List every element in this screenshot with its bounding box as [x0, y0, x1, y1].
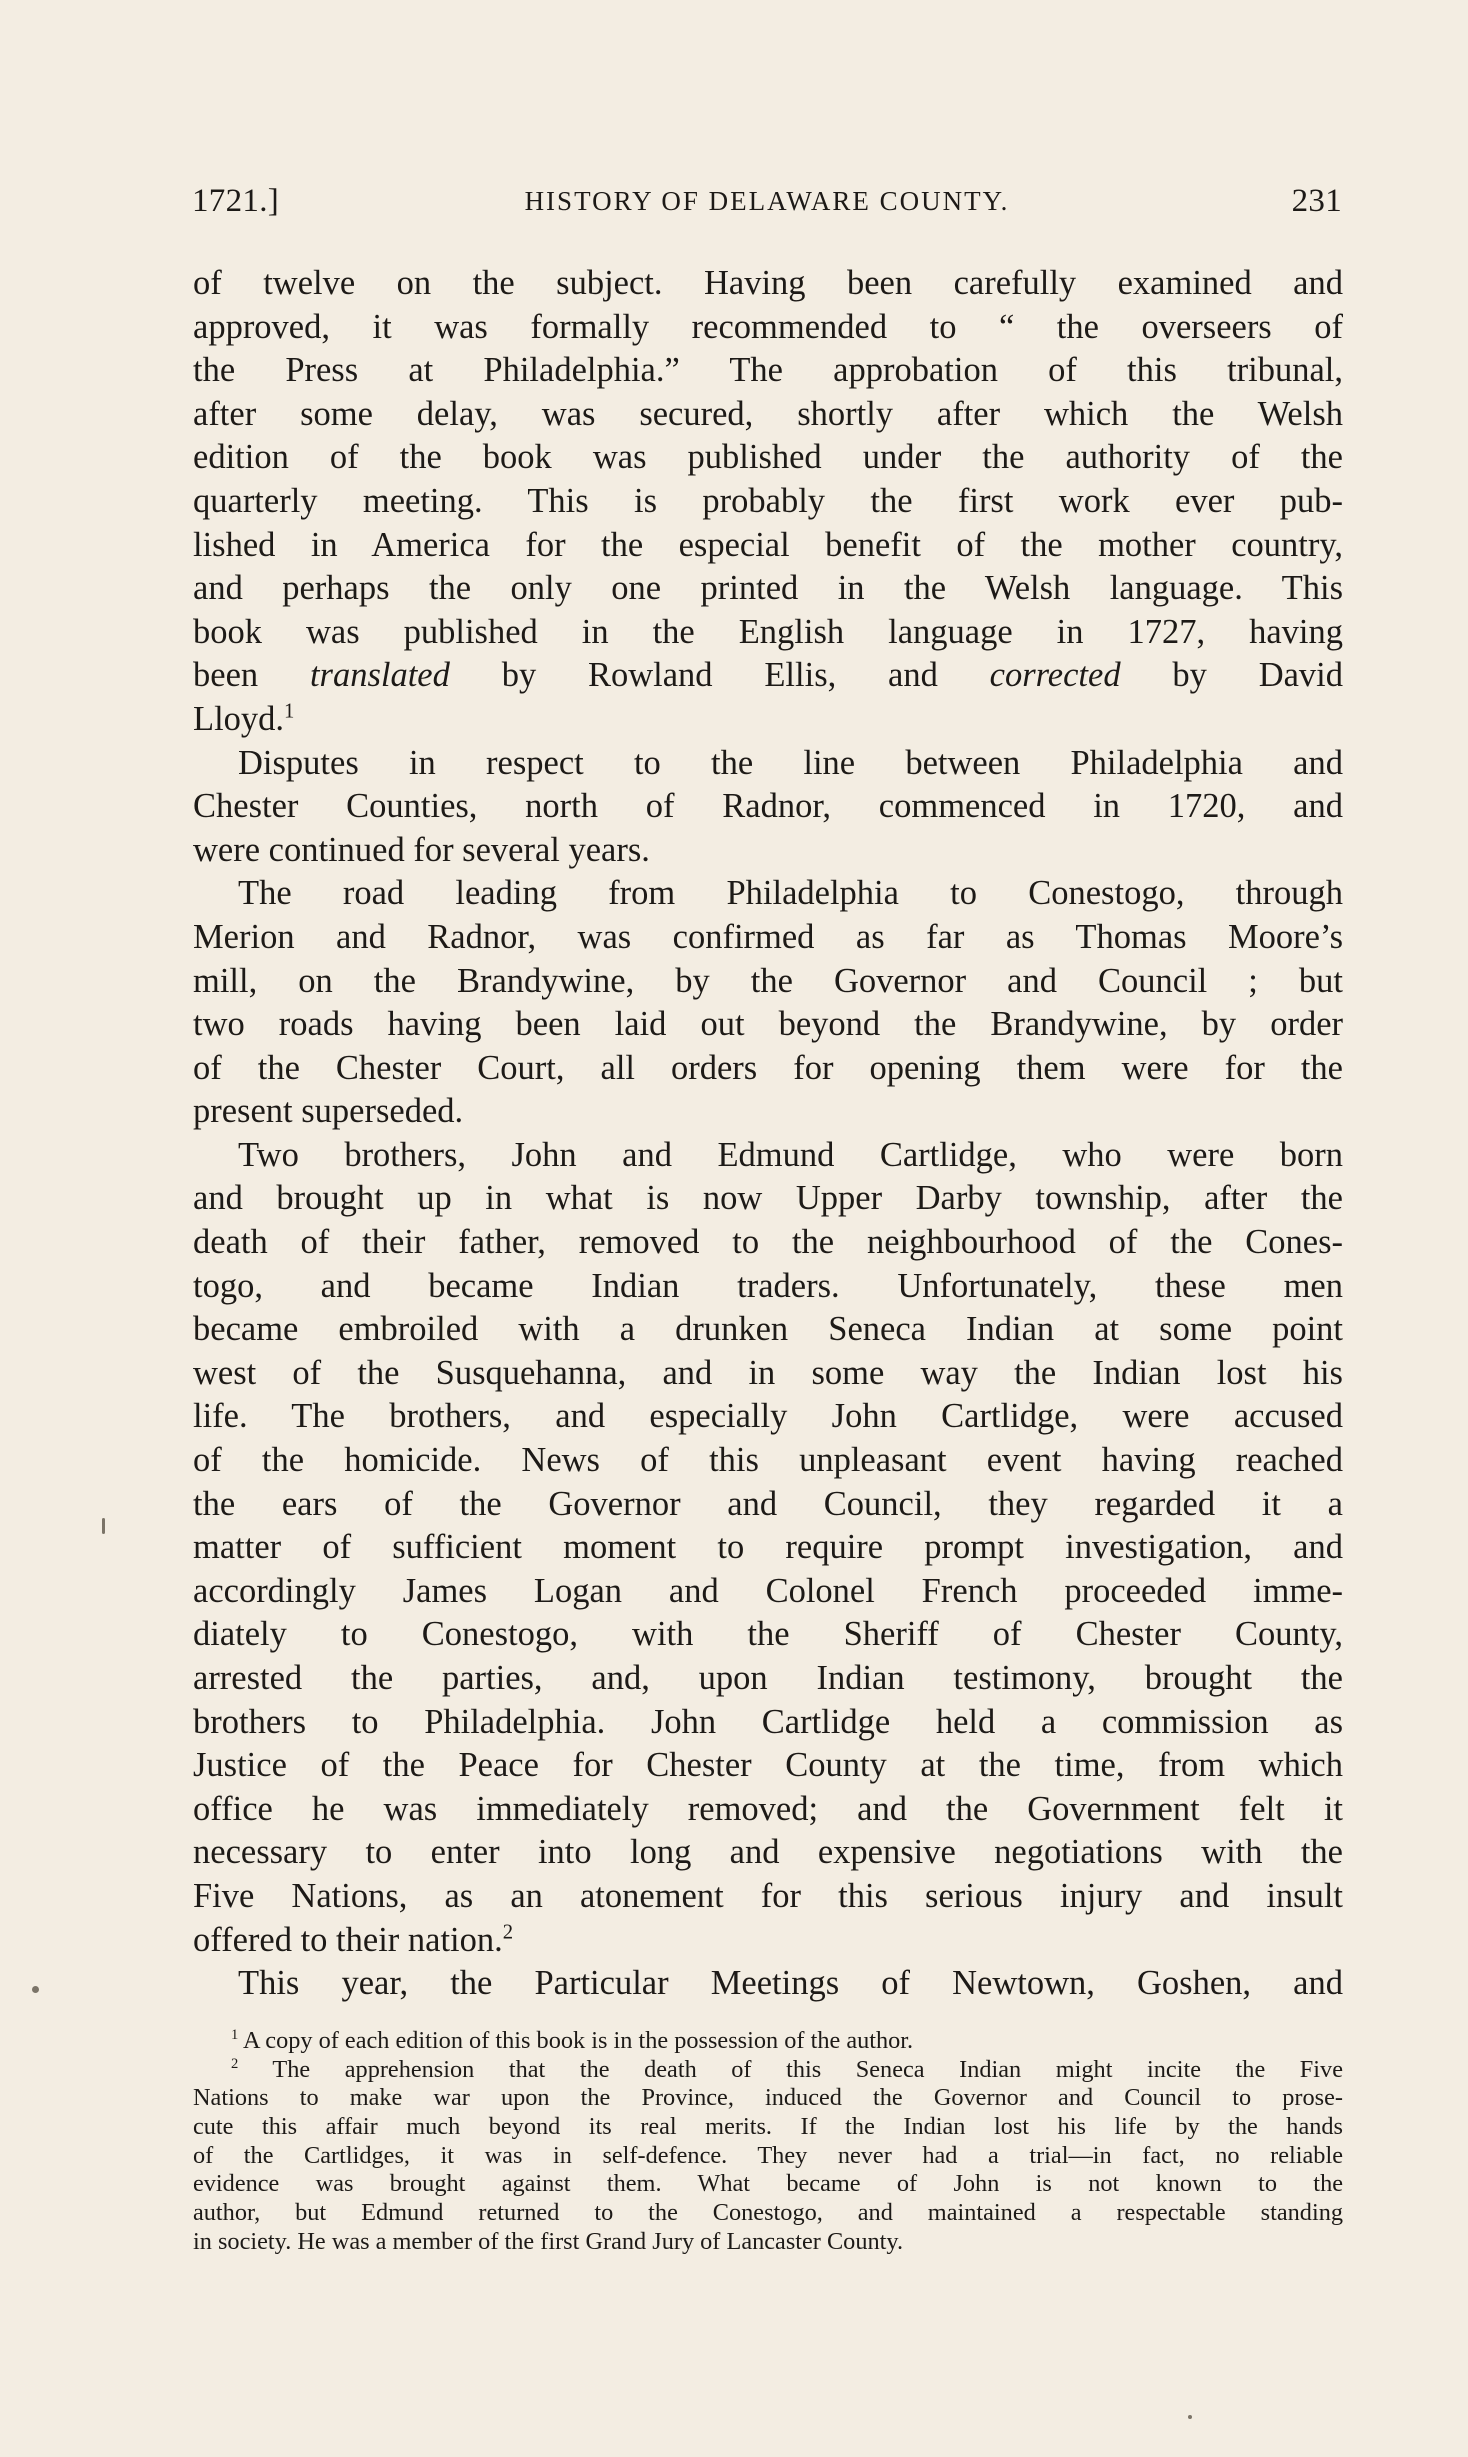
- text-line: edition of the book was published under the authority of the: [193, 438, 1343, 477]
- text-fragment: by David: [1172, 656, 1344, 695]
- header-year: 1721.]: [192, 183, 280, 219]
- text-fragment: by Rowland Ellis, and: [501, 656, 938, 695]
- text-line: [193, 654, 1343, 698]
- footnote-line: evidence was brought against them. What became of John is not known to the: [193, 2170, 1343, 2198]
- text-line: west of the Susquehanna, and in some way the Indian lost his: [193, 1353, 1343, 1392]
- text-line: approved, it was formally recommended to “ the overseers of: [193, 307, 1343, 346]
- page-number: 231: [1291, 183, 1342, 219]
- text-line: diately to Conestogo, with the Sheriff of Chester County,: [193, 1615, 1343, 1654]
- text-line: necessary to enter into long and expensive negotiations with the: [193, 1833, 1343, 1872]
- running-header: [192, 176, 1342, 226]
- text-line: present superseded.: [193, 1092, 464, 1131]
- bottom-dot: [1188, 2415, 1192, 2419]
- text-line: and brought up in what is now Upper Darby township, after the: [193, 1179, 1343, 1218]
- text-line: accordingly James Logan and Colonel French proceeded imme-: [193, 1571, 1343, 1610]
- text-line: mill, on the Brandywine, by the Governor and Council ; but: [193, 961, 1343, 1000]
- text-line: brothers to Philadelphia. John Cartlidge held a commission as: [193, 1702, 1343, 1741]
- footnote-line: Nations to make war upon the Province, induced the Governor and Council to prose-: [193, 2084, 1343, 2112]
- footnotes: [193, 2027, 1343, 2257]
- text-line: life. The brothers, and especially John Cartlidge, were accused: [193, 1397, 1343, 1436]
- paragraph-start: The road leading from Philadelphia to Conestogo, through: [238, 874, 1343, 913]
- header-title: HISTORY OF DELAWARE COUNTY.: [524, 186, 1010, 216]
- text-line: [193, 1919, 1343, 1963]
- text-line: two roads having been laid out beyond the Brandywine, by order: [193, 1005, 1343, 1044]
- footnote-ref-1: 1: [284, 700, 295, 723]
- text-line: togo, and became Indian traders. Unfortunately, these men: [193, 1266, 1343, 1305]
- text-line: of the Chester Court, all orders for opening them were for the: [193, 1048, 1343, 1087]
- text-line: were continued for several years.: [193, 830, 650, 869]
- text-line: became embroiled with a drunken Seneca Indian at some point: [193, 1310, 1343, 1349]
- main-text: [193, 262, 1343, 2006]
- paragraph-start: Two brothers, John and Edmund Cartlidge, who were born: [238, 1135, 1343, 1174]
- text-line: [193, 698, 1343, 742]
- text-line: Five Nations, as an atonement for this serious injury and insult: [193, 1876, 1343, 1915]
- text-line: arrested the parties, and, upon Indian testimony, brought the: [193, 1659, 1343, 1697]
- text-line: lished in America for the especial benefit of the mother country,: [193, 525, 1343, 564]
- footnote-number: 2: [231, 2055, 239, 2072]
- footnote-1: [193, 2027, 1343, 2056]
- footnote-text: A copy of each edition of this book is in the possession of the author.: [243, 2027, 914, 2054]
- text-line: book was published in the English language in 1727, having: [193, 612, 1343, 651]
- italic-word-corrected: corrected: [989, 656, 1121, 695]
- footnote-number: 1: [231, 2026, 239, 2043]
- text-line: Justice of the Peace for Chester County at the time, from which: [193, 1746, 1343, 1785]
- footnote-line: of the Cartlidges, it was in self-defence. They never had a trial—in fact, no reliable: [193, 2141, 1343, 2169]
- footnote-text: The apprehension that the death of this Seneca Indian might incite the Five: [272, 2055, 1343, 2083]
- text-line: the Press at Philadelphia.” The approbation of this tribunal,: [193, 351, 1343, 390]
- footnote-line: in society. He was a member of the first Grand Jury of Lancaster County.: [193, 2227, 904, 2255]
- text-line: matter of sufficient moment to require prompt investigation, and: [193, 1528, 1343, 1567]
- text-line: Chester Counties, north of Radnor, commenced in 1720, and: [193, 787, 1343, 826]
- margin-mark: [102, 1518, 105, 1534]
- text-fragment: Lloyd.: [193, 699, 285, 738]
- paragraph-start: Disputes in respect to the line between Philadelphia and: [238, 743, 1343, 782]
- footnote-line: cute this affair much beyond its real merits. If the Indian lost his life by the hands: [193, 2113, 1343, 2141]
- text-line: of the homicide. News of this unpleasant event having reached: [193, 1441, 1343, 1480]
- footnote-line: author, but Edmund returned to the Conestogo, and maintained a respectable standing: [193, 2199, 1343, 2227]
- text-line: of twelve on the subject. Having been carefully examined and: [193, 264, 1343, 302]
- text-line: death of their father, removed to the neighbourhood of the Cones-: [193, 1223, 1343, 1262]
- italic-word-translated: translated: [309, 656, 450, 695]
- footnote-ref-2: 2: [502, 1921, 514, 1944]
- text-line: office he was immediately removed; and the Government felt it: [193, 1789, 1343, 1828]
- paragraph-start: This year, the Particular Meetings of Newtown, Goshen, and: [238, 1964, 1343, 2003]
- text-line: after some delay, was secured, shortly after which the Welsh: [193, 394, 1343, 433]
- text-line: and perhaps the only one printed in the Welsh language. This: [193, 569, 1343, 608]
- margin-dot: [32, 1986, 39, 1993]
- text-fragment: been: [193, 656, 259, 695]
- footnote-2: [193, 2056, 1343, 2085]
- text-fragment: offered to their nation.: [193, 1920, 503, 1959]
- text-line: quarterly meeting. This is probably the first work ever pub-: [193, 481, 1343, 520]
- text-line: Merion and Radnor, was confirmed as far as Thomas Moore’s: [193, 917, 1343, 956]
- text-line: the ears of the Governor and Council, they regarded it a: [193, 1484, 1343, 1523]
